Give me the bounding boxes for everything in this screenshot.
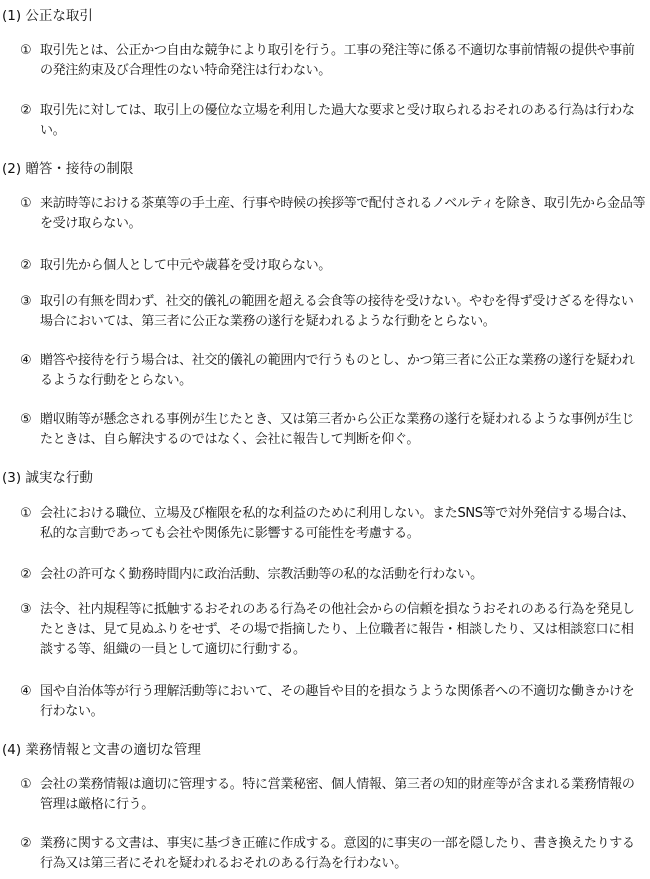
item-text: 取引先に対しては、取引上の優位な立場を利用した過大な要求と受け取られるおそれのある行為は行わない。 [40,103,635,138]
item-number: ③ [20,602,32,617]
item-text: 国や自治体等が行う理解活動等において、その趣旨や目的を損なうような関係者への不適切な働きかけを行わない。 [40,684,635,719]
list-item [20,194,646,234]
item-text: 法令、社内規程等に抵触するおそれのある行為その他社会からの信頼を損なうおそれのある行為を発見したときは、見て見ぬふりをせず、その場で指摘したり、上位職者に報告・相談したり、又は相談窓口に相談する等、組織の一員として適切に行動する。 [40,602,635,657]
item-text: 贈答や接待を行う場合は、社交的儀礼の範囲内で行うものとし、かつ第三者に公正な業務の遂行を疑われるような行動をとらない。 [40,353,635,388]
section-heading: (4) 業務情報と文書の適切な管理 [2,742,201,758]
item-number: ⑤ [20,412,32,427]
item-number: ② [20,836,32,851]
section-heading: (3) 誠実な行動 [2,470,93,486]
list-item [20,351,646,391]
list-item [20,292,646,332]
item-text: 来訪時等における茶菓等の手土産、行事や時候の挨拶等で配付されるノベルティを除き、取引先から金品等を受け取らない。 [40,196,646,231]
section-heading: (1) 公正な取引 [2,8,93,24]
list-item [20,682,646,722]
item-text: 業務に関する文書は、事実に基づき正確に作成する。意図的に事実の一部を隠したり、書き換えたりする行為又は第三者にそれを疑われるおそれのある行為を行わない。 [40,836,635,871]
item-number: ③ [20,294,32,309]
list-item [20,600,646,660]
item-text: 取引先から個人として中元や歳暮を受け取らない。 [40,258,331,273]
item-number: ① [20,43,32,58]
item-text: 会社の業務情報は適切に管理する。特に営業秘密、個人情報、第三者の知的財産等が含まれる業務情報の管理は厳格に行う。 [40,777,635,812]
item-number: ④ [20,684,32,699]
item-text: 贈収賄等が懸念される事例が生じたとき、又は第三者から公正な業務の遂行を疑われるような事例が生じたときは、自ら解決するのではなく、会社に報告して判断を仰ぐ。 [40,412,635,447]
list-item [20,256,646,276]
list-item [20,41,646,81]
item-text: 取引先とは、公正かつ自由な競争により取引を行う。工事の発注等に係る不適切な事前情報の提供や事前の発注約束及び合理性のない特命発注は行わない。 [40,43,635,78]
item-text: 会社の許可なく勤務時間内に政治活動、宗教活動等の私的な活動を行わない。 [40,567,483,582]
item-number: ① [20,506,32,521]
item-number: ② [20,103,32,118]
item-number: ① [20,196,32,211]
list-item [20,504,646,544]
list-item [20,565,646,585]
section-heading: (2) 贈答・接待の制限 [2,161,134,177]
item-text: 会社における職位、立場及び権限を私的な利益のために利用しない。またSNS等で対外発信する場合は、私的な言動であっても会社や関係先に影響する可能性を考慮する。 [40,506,635,541]
item-number: ④ [20,353,32,368]
list-item [20,834,646,874]
list-item [20,410,646,450]
list-item [20,101,646,141]
item-number: ② [20,258,32,273]
item-number: ① [20,777,32,792]
list-item [20,775,646,815]
item-text: 取引の有無を問わず、社交的儀礼の範囲を超える会食等の接待を受けない。やむを得ず受けざるを得ない場合においては、第三者に公正な業務の遂行を疑われるような行動をとらない。 [40,294,634,329]
item-number: ② [20,567,32,582]
